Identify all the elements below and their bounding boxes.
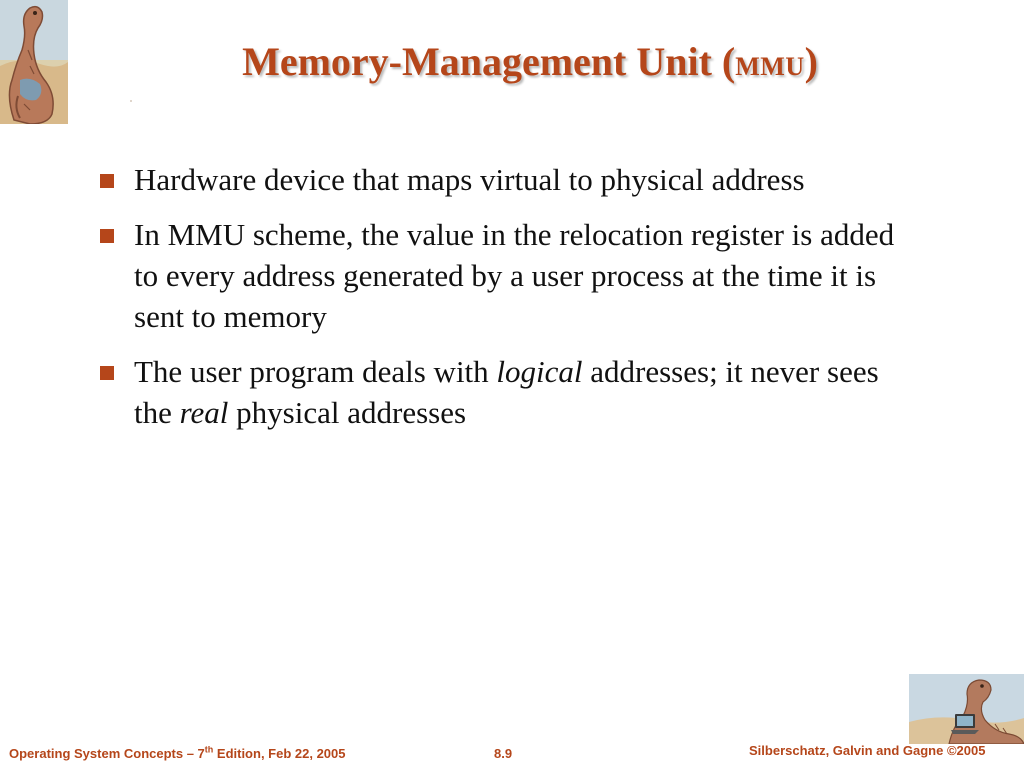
bullet-item: [96, 159, 916, 200]
footer-course-title: [9, 745, 346, 763]
bullet-emphasis-real: real: [179, 395, 229, 430]
footer-page-number: 8.9: [494, 746, 513, 761]
slide-title: [90, 36, 970, 93]
bullet-list: [96, 159, 916, 447]
bullet-item: [96, 351, 916, 433]
bullet-text-after: physical addresses: [228, 395, 467, 430]
square-bullet-icon: [100, 229, 114, 243]
dinosaur-laptop-icon: [909, 674, 1024, 744]
bullet-text-before: The user program deals with: [134, 354, 497, 389]
bullet-text: Hardware device that maps virtual to physical address: [134, 162, 805, 197]
title-close-text: ): [804, 39, 818, 84]
dinosaur-logo-icon: [0, 0, 68, 124]
bullet-emphasis-logical: logical: [496, 354, 583, 389]
footer-left-sup: th: [204, 744, 214, 755]
title-abbr-text: MMU: [735, 52, 805, 81]
footer-left-suffix: Edition, Feb 22, 2005: [213, 746, 346, 761]
square-bullet-icon: [100, 366, 114, 380]
bullet-item: [96, 214, 916, 337]
title-main-text: Memory-Management Unit (: [242, 39, 736, 84]
square-bullet-icon: [100, 174, 114, 188]
footer-left-prefix: Operating System Concepts – 7: [9, 746, 205, 761]
bullet-text-middle: addresses; it never sees the: [134, 354, 879, 430]
footer-copyright: Silberschatz, Galvin and Gagne ©2005: [749, 743, 986, 758]
bullet-text: In MMU scheme, the value in the relocation register is added to every address generated by a user process at the time it is sent to memory: [134, 217, 895, 334]
decorative-dot: [130, 100, 132, 102]
